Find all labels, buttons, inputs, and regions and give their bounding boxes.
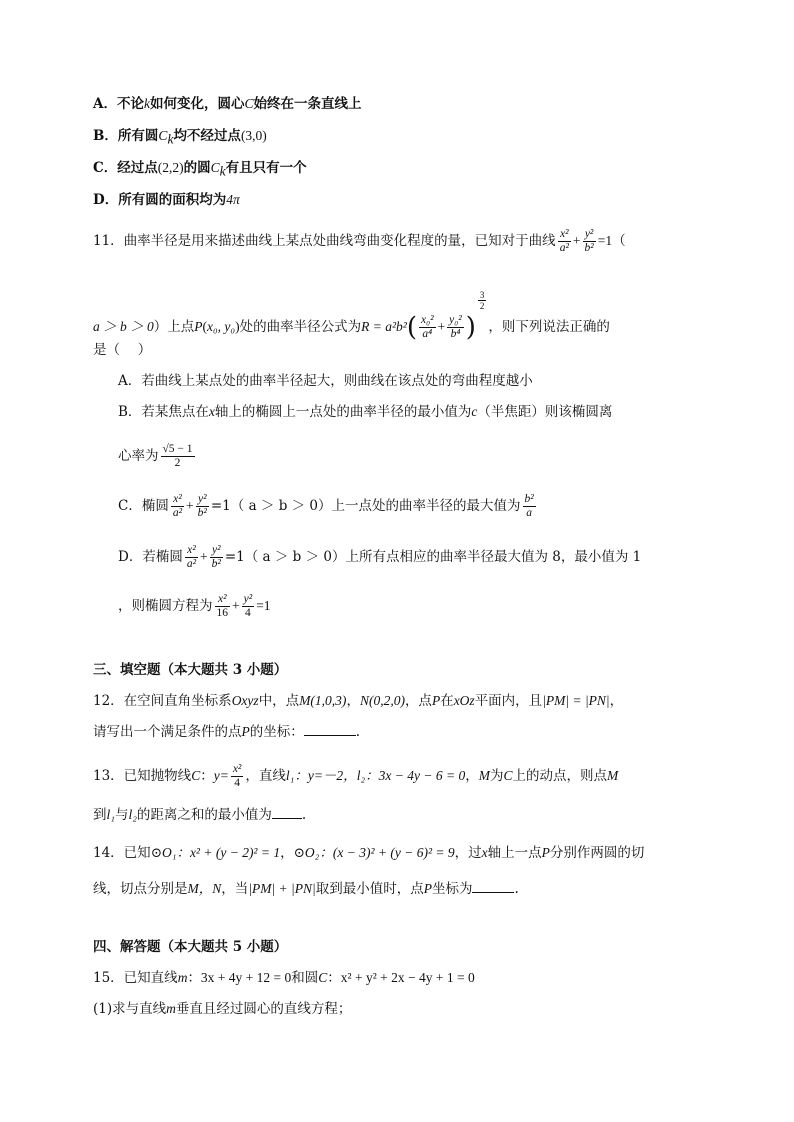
q10-option-c: C．经过点(2,2)的圆$C_k$有且只有一个: [93, 160, 307, 179]
answer-blank[interactable]: [272, 818, 302, 819]
q11-option-d-line2: ，则椭圆方程为 $\frac{\text{x²}}{16}$ + $\frac{\text{y²}}{4}$ =1: [118, 593, 271, 619]
q10-option-b: B．所有圆$C_k$均不经过点(3,0): [93, 128, 267, 147]
answer-blank[interactable]: [304, 735, 356, 736]
q11-stem-line2: a ＞ b ＞ 0）上点P(x₀, y₀)处的曲率半径公式为R = a²b²( $\frac{\text{x₀²}}{\text{a⁴}}$ + $\frac{\text{y₀²}}{\text{b⁴}}$ ) $\frac{3}{2}$ ，则下列说法正确的: [93, 290, 610, 343]
q11-stem-line3: 是（ ）: [93, 342, 152, 358]
fraction: $\frac{\text{x²}}{\text{a²}}$: [186, 544, 197, 570]
fraction: $\frac{\text{y²}}{\text{b²}}$: [197, 493, 207, 519]
fraction: $\frac{\text{y²}}{\text{b²}}$: [584, 228, 594, 254]
fraction: $\frac{\text{x²}}{\text{a²}}$: [172, 493, 183, 519]
q10-option-a: A．不论k如何变化，圆心C始终在一条直线上: [93, 96, 362, 112]
q14-line2: 线，切点分别是M，N，当|PM| + |PN|取到最小值时，点P坐标为 .: [93, 881, 519, 897]
q13-line2: 到l₁与l₂的距离之和的最小值为 .: [93, 807, 307, 823]
answer-blank[interactable]: [472, 892, 514, 893]
fraction: $\frac{\text{x₀²}}{\text{a⁴}}$: [420, 314, 434, 340]
fraction: $\frac{\text{y²}}{4}$: [243, 593, 253, 619]
q11-option-a: A．若曲线上某点处的曲率半径起大，则曲线在该点处的弯曲程度越小: [118, 373, 533, 389]
q12-line2: 请写出一个满足条件的点P的坐标： .: [93, 724, 361, 740]
q12-line1: 12．在空间直角坐标系Oxyz中，点M(1,0,3)，N(0,2,0)，点P在xOz平面内，且|PM| = |PN|，: [93, 693, 624, 709]
fraction: $\frac{\text{y²}}{\text{b²}}$: [211, 544, 221, 570]
q11-option-c: C．椭圆 $\frac{\text{x²}}{\text{a²}}$ + $\frac{\text{y²}}{\text{b²}}$ =1（ a ＞ b ＞ 0）上一点处的曲率半径的最大值为 $\frac{\text{b²}}{a}$: [118, 493, 534, 519]
fraction: $\frac{√5 - 1}{2}$: [162, 443, 193, 469]
q11-option-b-line2: 心率为 $\frac{√5 - 1}{2}$: [118, 443, 193, 469]
q11-option-d-line1: D．若椭圆 $\frac{\text{x²}}{\text{a²}}$ + $\frac{\text{y²}}{\text{b²}}$ =1（ a ＞ b ＞ 0）上所有点相应的曲率半径最大值为 8，最小值为 1: [118, 544, 642, 570]
exponent-fraction: $\frac{3}{2}$: [479, 290, 485, 311]
fraction: $\frac{\text{y₀²}}{\text{b⁴}}$: [449, 314, 462, 340]
fraction: $\frac{\text{x²}}{16}$: [216, 593, 228, 619]
section-title-fill-in: 三、填空题（本大题共 3 小题）: [93, 662, 288, 678]
q14-line1: 14．已知⊙O₁：x² + (y − 2)² = 1，⊙O₂：(x − 3)² + (y − 6)² = 9，过x轴上一点P分别作两圆的切: [93, 845, 645, 861]
fraction: $\frac{\text{b²}}{a}$: [524, 493, 534, 519]
q11-stem-line1: 11．曲率半径是用来描述曲线上某点处曲线弯曲变化程度的量，已知对于曲线 $\frac{\text{x²}}{\text{a²}}$ + $\frac{\text{y²}}{\text{b²}}$ =1（: [93, 228, 626, 254]
q11-option-b-line1: B．若某焦点在x轴上的椭圆上一点处的曲率半径的最小值为c（半焦距）则该椭圆离: [118, 404, 613, 420]
fraction: $\frac{\text{x²}}{\text{a²}}$: [559, 228, 569, 254]
fraction: $\frac{\text{x²}}{4}$: [232, 763, 242, 789]
section-title-answer: 四、解答题（本大题共 5 小题）: [93, 939, 288, 955]
q10-option-d: D．所有圆的面积均为4π: [93, 192, 240, 208]
q15-part1: (1)求与直线m垂直且经过圆心的直线方程；: [93, 1001, 352, 1017]
q15-line1: 15．已知直线m：3x + 4y + 12 = 0和圆C：x² + y² + 2x − 4y + 1 = 0: [93, 970, 475, 986]
q13-line1: 13．已知抛物线C：y= $\frac{\text{x²}}{4}$ ，直线l₁：y=－2，l₂：3x − 4y − 6 = 0，M为C上的动点，则点M: [93, 763, 619, 789]
